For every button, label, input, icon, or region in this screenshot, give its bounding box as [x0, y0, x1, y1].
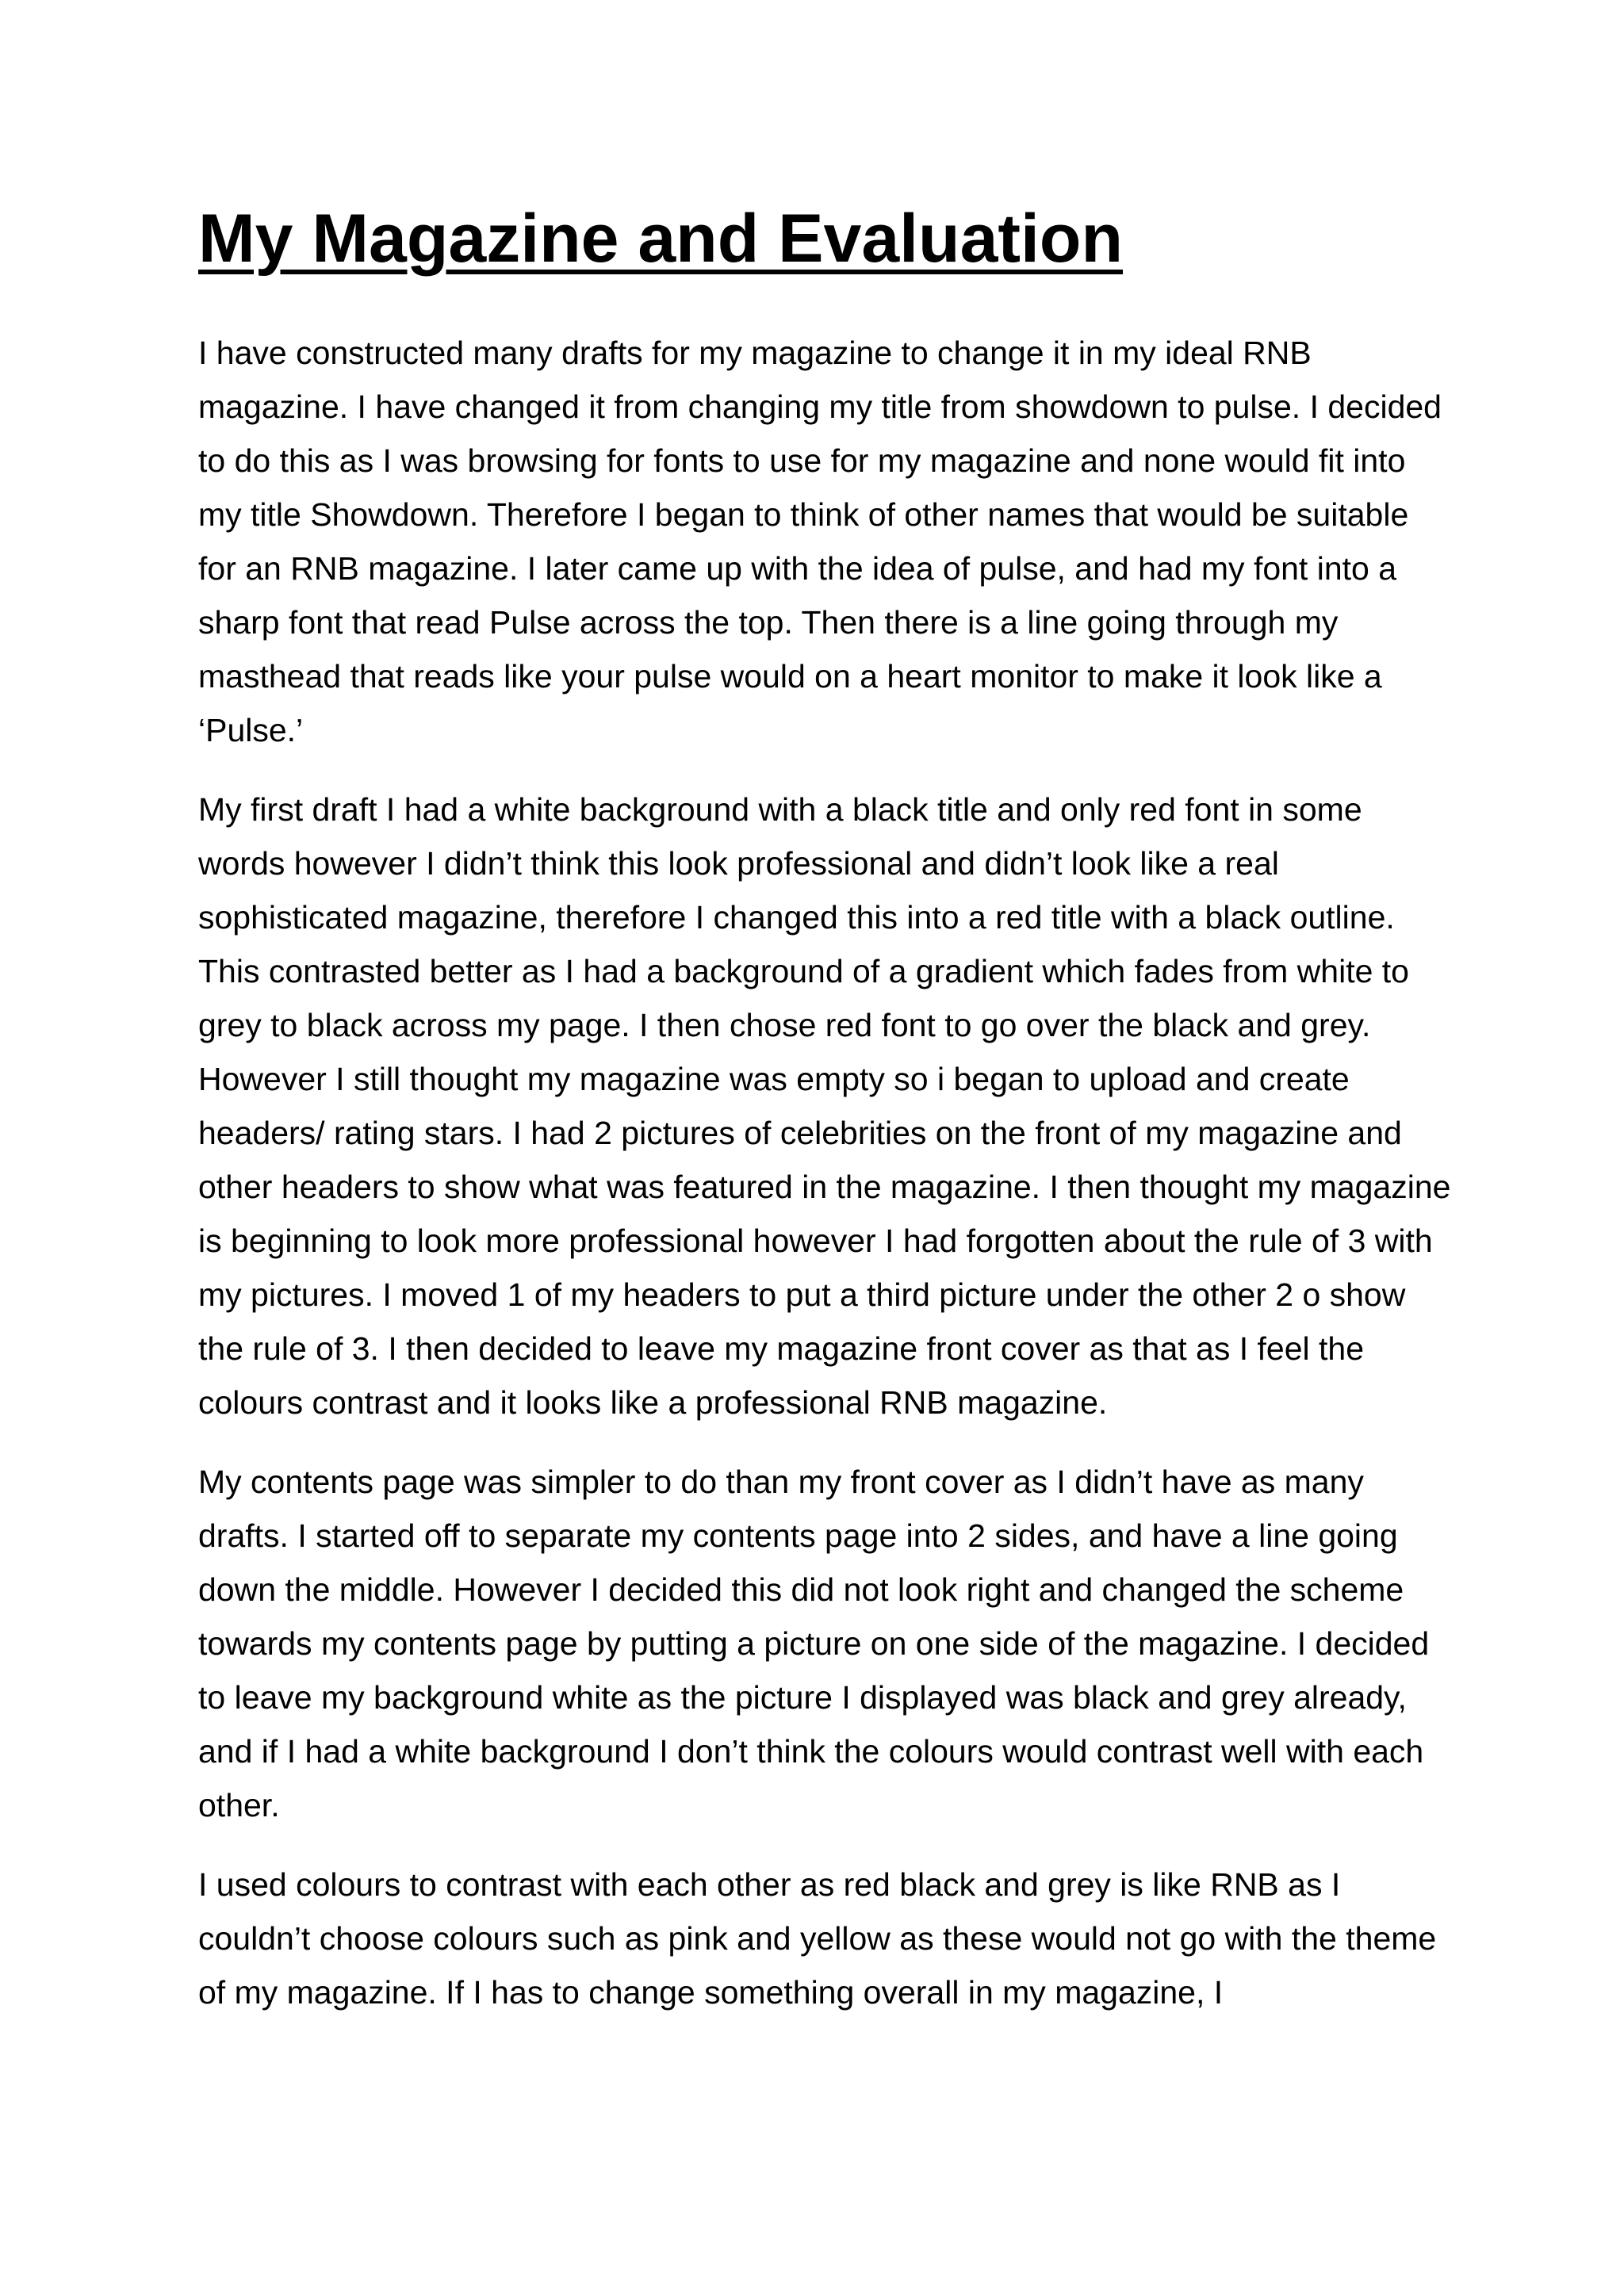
paragraph: My first draft I had a white background with a black title and only red font in some words however I didn’t think this look professional and didn’t look like a real sophisticated magazine, therefore I changed this into a red title with a black outline. This contrasted better as I had a background of a gradient which fades from white to grey to black across my page. I then chose red font to go over the black and grey. However I still thought my magazine was empty so i began to upload and create headers/ rating stars. I had 2 pictures of celebrities on the front of my magazine and other headers to show what was featured in the magazine. I then thought my magazine is beginning to look more professional however I had forgotten about the rule of 3 with my pictures. I moved 1 of my headers to put a third picture under the other 2 o show the rule of 3. I then decided to leave my magazine front cover as that as I feel the colours contrast and it looks like a professional RNB magazine. [198, 791, 1451, 1422]
paragraph: I used colours to contrast with each other as red black and grey is like RNB as I couldn’t choose colours such as pink and yellow as these would not go with the theme of my magazine. If I has to change something overall in my magazine, I [198, 1866, 1437, 2011]
paragraph: I have constructed many drafts for my magazine to change it in my ideal RNB magazine. I have changed it from changing my title from showdown to pulse. I decided to do this as I was browsing for fonts to use for my magazine and none would fit into my title Showdown. Therefore I began to think of other names that would be suitable for an RNB magazine. I later came up with the idea of pulse, and had my font into a sharp font that read Pulse across the top. Then there is a line going through my masthead that reads like your pulse would on a heart monitor to make it look like a ‘Pulse.’ [198, 335, 1442, 749]
document-title: My Magazine and Evaluation [198, 201, 1123, 277]
document-page [198, 198, 1451, 2045]
paragraph: My contents page was simpler to do than my front cover as I didn’t have as many drafts. I started off to separate my contents page into 2 sides, and have a line going down the middle. However I decided this did not look right and changed the scheme towards my contents page by putting a picture on one side of the magazine. I decided to leave my background white as the picture I displayed was black and grey already, and if I had a white background I don’t think the colours would contrast well with each other. [198, 1464, 1430, 1824]
